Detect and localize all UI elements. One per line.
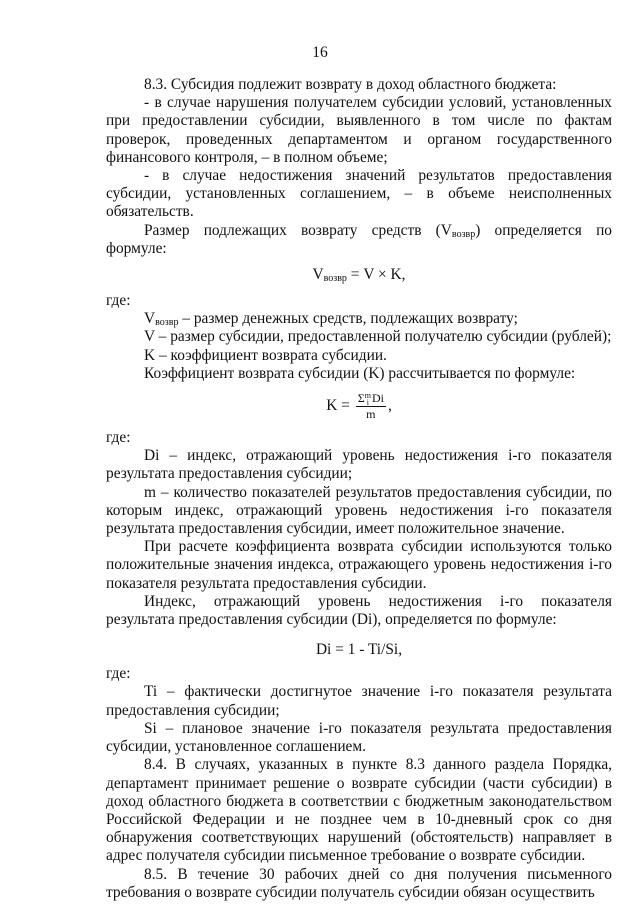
where-label: где: [106,292,131,310]
definition-m: m – количество показателей результатов предоставления субсидии, по которым индекс, отражающий уровень недостижения i-го показателя результата предоставления субсидии, имеет положительное значение. [106,483,612,538]
definition-v: V – размер субсидии, предоставленной получателю субсидии (рублей); [144,328,612,346]
document-body [106,76,612,902]
formula-di: Di = 1 - Ti/Si, [315,641,403,659]
where-label: где: [106,665,131,683]
paragraph-di-formula: Индекс, отражающий уровень недостижения i-го показателя результата предоставления субсидии (Di), определяется по формуле: [106,592,612,629]
paragraph-return-size: Размер подлежащих возврату средств $(V_{возвр})$ определяется по формуле: [106,221,612,257]
paragraph-partial-return: - в случае недостижения значений результатов предоставления субсидии, установленных соглашением, – в объеме неисполненных обязательств. [106,167,612,221]
paragraph-8-4: 8.4. В случаях, указанных в пункте 8.3 данного раздела Порядка, департамент принимает решение о возврате субсидии (части субсидии) в доход областного бюджета в соответствии с бюджетным законодательством Российской Федерации и не позднее чем в 10-дневный срок со дня обнаружения соответствующих нарушений (обстоятельств) направляет в адрес получателя субсидии письменное требование о возврате субсидии. [106,756,612,865]
fraction-numerator: Σ m i Di [357,390,384,408]
definition-di: Di – индекс, отражающий уровень недостижения i-го показателя результата предоставления субсидии; [106,447,612,483]
paragraph-full-return: - в случае нарушения получателем субсидии условий, установленных при предоставлении субсидии, выявленного в том числе по фактам проверок, проведенных департаментом и органом государственного финансового контроля, – в полном объеме; [106,94,612,166]
fraction [356,391,386,421]
definition-si: Si – плановое значение i-го показателя результата предоставления субсидии, установленное соглашением. [106,719,612,756]
formula-k: K = Σ m i Di m , [326,390,392,422]
fraction-denominator: m [366,407,376,422]
paragraph-k-formula: Коэффициент возврата субсидии (K) рассчитывается по формуле: [144,364,576,382]
paragraph-8-3: 8.3. Субсидия подлежит возврату в доход областного бюджета: [144,76,557,93]
formula-return-amount: $V_{возвр} = V \times K$, [312,266,406,285]
definition-k: K – коэффициент возврата субсидии. [144,346,387,364]
definition-v-return: $V_{возвр}$ – размер денежных средств, подлежащих возврату; [144,310,518,329]
page-number: 16 [312,44,328,61]
paragraph-8-5: 8.5. В течение 30 рабочих дней со дня получения письменного требования о возврате субсидии получатель субсидии обязан осуществить [106,865,612,901]
where-label: где: [106,429,131,447]
paragraph-positive-values: При расчете коэффициента возврата субсидии используются только положительные значения индекса, отражающего уровень недостижения i-го показателя результата предоставления субсидии. [106,538,612,592]
definition-ti: Ti – фактически достигнутое значение i-го показателя результата предоставления субсидии; [106,683,612,719]
